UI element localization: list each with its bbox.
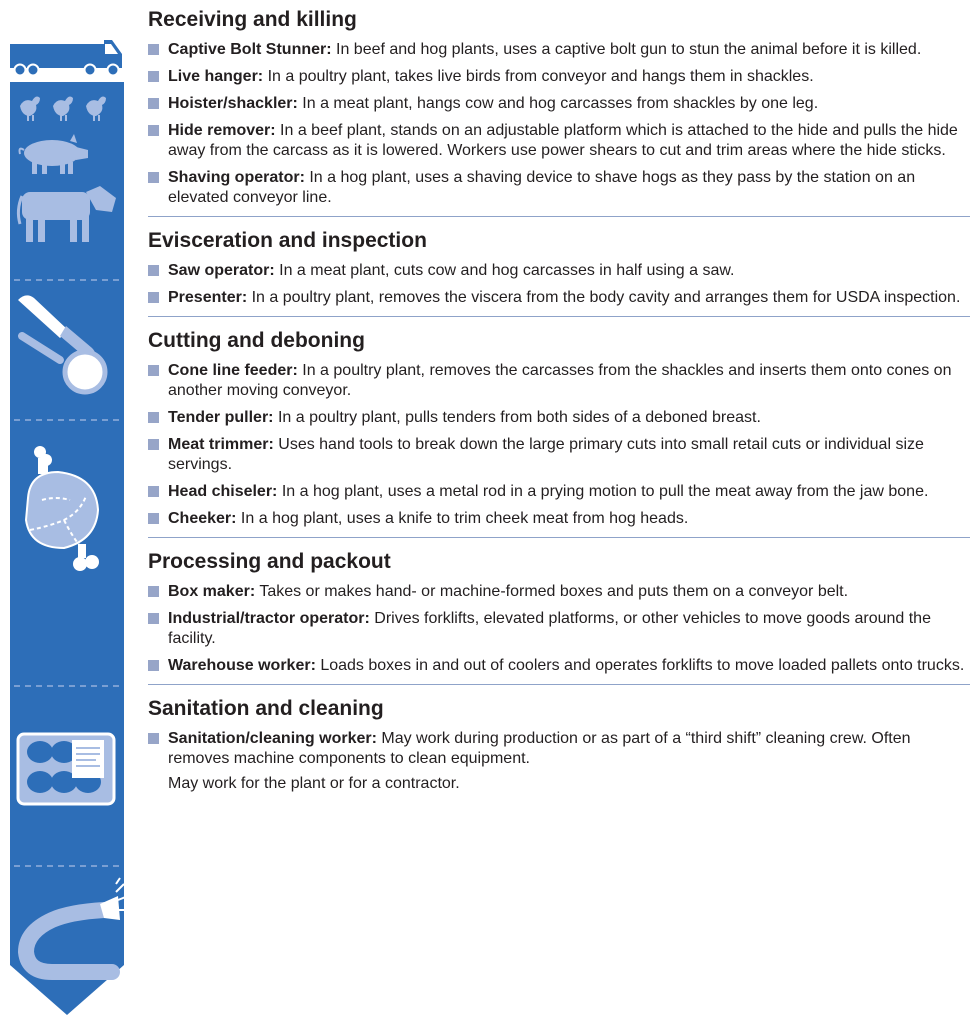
list-item	[148, 609, 970, 649]
job-term: Live hanger:	[168, 68, 264, 85]
section-title: Evisceration and inspection	[148, 229, 427, 252]
job-description: In a poultry plant, takes live birds from conveyor and hangs them in shackles.	[263, 68, 814, 85]
bullet-icon	[148, 172, 159, 183]
job-term: Tender puller:	[168, 409, 274, 426]
job-descriptions	[148, 8, 970, 794]
job-description: Drives forklifts, elevated platforms, or other vehicles to move goods around the facility.	[168, 610, 931, 647]
job-description: In a beef plant, stands on an adjustable platform which is attached to the hide and pulls the hide away from the carcass as it is lowered. Workers use power shears to cut and trim areas where the hide sticks.	[168, 122, 958, 159]
section-title: Receiving and killing	[148, 8, 357, 31]
list-item	[148, 582, 970, 602]
list-item	[148, 121, 970, 161]
list-item	[148, 67, 970, 87]
bullet-icon	[148, 412, 159, 423]
job-term: Industrial/tractor operator:	[168, 610, 370, 627]
job-description: Takes or makes hand- or machine-formed boxes and puts them on a conveyor belt.	[255, 583, 849, 600]
job-term: Hoister/shackler:	[168, 95, 298, 112]
section-cutting-deboning	[148, 329, 970, 529]
bullet-icon	[148, 486, 159, 497]
section-title: Sanitation and cleaning	[148, 697, 384, 720]
bullet-icon	[148, 98, 159, 109]
truck-icon	[10, 40, 122, 76]
job-term: Sanitation/cleaning worker:	[168, 730, 377, 747]
bullet-icon	[148, 292, 159, 303]
job-term: Presenter:	[168, 289, 248, 306]
section-divider	[148, 684, 970, 685]
meat-package-icon	[18, 734, 114, 804]
job-term: Meat trimmer:	[168, 436, 274, 453]
list-item	[148, 435, 970, 475]
section-divider	[148, 216, 970, 217]
section-title: Cutting and deboning	[148, 329, 365, 352]
bullet-icon	[148, 586, 159, 597]
bullet-icon	[148, 71, 159, 82]
job-term: Head chiseler:	[168, 483, 278, 500]
job-term: Captive Bolt Stunner:	[168, 41, 332, 58]
list-item	[148, 656, 970, 676]
bullet-icon	[148, 660, 159, 671]
section-divider	[148, 537, 970, 538]
job-term: Box maker:	[168, 583, 256, 600]
job-description: In a poultry plant, removes the carcasses from the shackles and inserts them onto cones on another moving conveyor.	[168, 362, 952, 399]
bullet-icon	[148, 613, 159, 624]
list-item	[148, 509, 970, 529]
section-note: May work for the plant or for a contractor.	[168, 775, 460, 792]
job-term: Cone line feeder:	[168, 362, 298, 379]
job-description: In a poultry plant, pulls tenders from both sides of a deboned breast.	[273, 409, 761, 426]
bullet-icon	[148, 439, 159, 450]
job-term: Hide remover:	[168, 122, 276, 139]
section-evisceration-inspection	[148, 229, 970, 308]
job-description: In a poultry plant, removes the viscera from the body cavity and arranges them for USDA inspection.	[247, 289, 961, 306]
bullet-icon	[148, 513, 159, 524]
bullet-icon	[148, 125, 159, 136]
job-description: In a hog plant, uses a knife to trim cheek meat from hog heads.	[236, 510, 689, 527]
list-item	[148, 729, 970, 769]
list-item	[148, 361, 970, 401]
list-item	[148, 40, 970, 60]
job-description: In beef and hog plants, uses a captive bolt gun to stun the animal before it is killed.	[331, 41, 922, 58]
list-item	[148, 408, 970, 428]
job-term: Shaving operator:	[168, 169, 305, 186]
job-description: In a hog plant, uses a shaving device to shave hogs as they pass by the station on an elevated conveyor line.	[168, 169, 916, 206]
job-description: In a hog plant, uses a metal rod in a prying motion to pull the meat away from the jaw bone.	[277, 483, 929, 500]
list-item	[148, 482, 970, 502]
section-processing-packout	[148, 550, 970, 676]
list-item	[148, 168, 970, 208]
section-receiving-killing	[148, 8, 970, 208]
job-term: Saw operator:	[168, 262, 275, 279]
list-item	[148, 94, 970, 114]
job-term: Warehouse worker:	[168, 657, 316, 674]
list-item	[148, 288, 970, 308]
section-divider	[148, 316, 970, 317]
bullet-icon	[148, 265, 159, 276]
process-sidebar	[0, 0, 135, 1019]
job-description: In a meat plant, cuts cow and hog carcasses in half using a saw.	[274, 262, 735, 279]
job-description: Loads boxes in and out of coolers and operates forklifts to move loaded pallets onto trucks.	[315, 657, 965, 674]
section-sanitation-cleaning	[148, 697, 970, 794]
bullet-icon	[148, 365, 159, 376]
job-term: Cheeker:	[168, 510, 237, 527]
bullet-icon	[148, 44, 159, 55]
bullet-icon	[148, 733, 159, 744]
job-description: In a meat plant, hangs cow and hog carcasses from shackles by one leg.	[297, 95, 819, 112]
list-item	[148, 261, 970, 281]
section-title: Processing and packout	[148, 550, 391, 573]
job-description: Uses hand tools to break down the large primary cuts into small retail cuts or individual size servings.	[168, 436, 924, 473]
job-description: May work during production or as part of a “third shift” cleaning crew. Often removes machine components to clean equipment.	[168, 730, 911, 767]
